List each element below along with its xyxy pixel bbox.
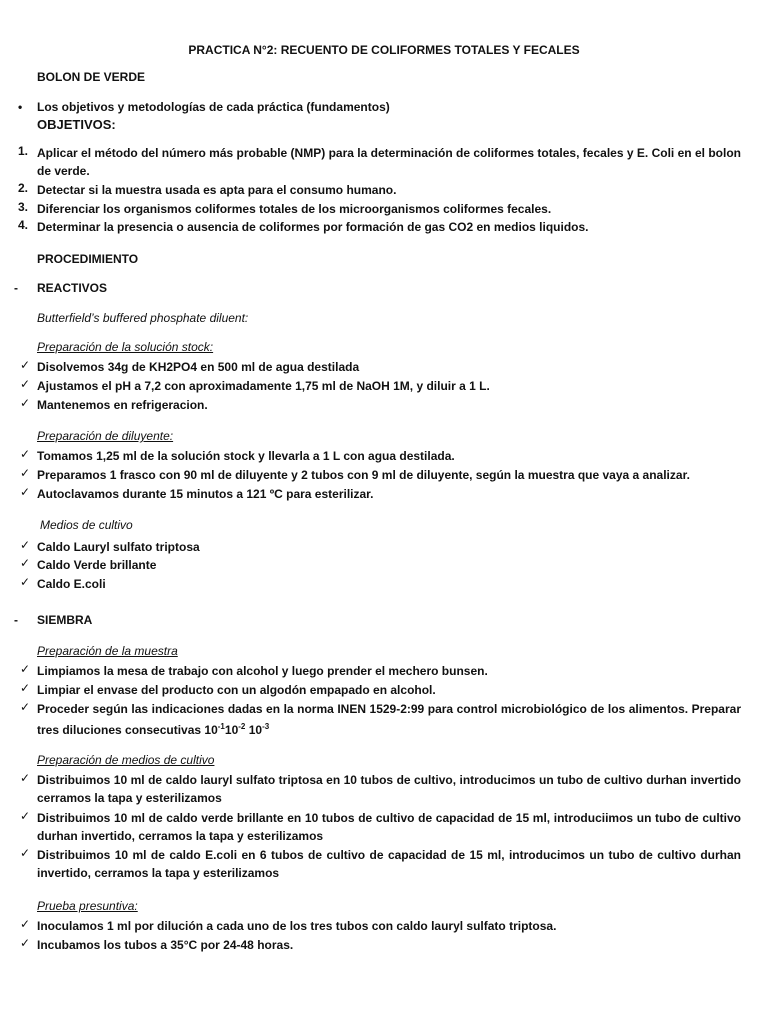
sample-heading: Preparación de la muestra [37, 644, 178, 658]
objective-item: Diferenciar los organismos coliformes totales de los microorganismos coliformes fecales. [37, 202, 552, 216]
bullet-item: Los objetivos y metodologías de cada práctica (fundamentos) [37, 100, 390, 114]
sample-item-dilutions [37, 700, 741, 739]
check-icon: ✓ [20, 556, 31, 570]
media-item: Caldo E.coli [37, 577, 106, 591]
sample-item: Limpiamos la mesa de trabajo con alcohol y luego prender el mechero bunsen. [37, 664, 488, 678]
objective-number: 1. [18, 144, 29, 158]
dash-marker: - [14, 281, 18, 295]
check-icon: ✓ [20, 681, 31, 695]
stock-item: Disolvemos 34g de KH2PO4 en 500 ml de agua destilada [37, 360, 360, 374]
media-item: Caldo Lauryl sulfato triptosa [37, 540, 200, 554]
check-icon: ✓ [20, 538, 31, 552]
check-icon: ✓ [20, 662, 31, 676]
check-icon: ✓ [20, 358, 31, 372]
check-icon: ✓ [20, 575, 31, 589]
media-heading: Medios de cultivo [40, 518, 133, 532]
check-icon: ✓ [20, 809, 31, 823]
reagents-heading: REACTIVOS [37, 281, 108, 295]
check-icon: ✓ [20, 377, 31, 391]
dilution-2: $10^{-2}$ [224, 722, 246, 737]
diluent-item: Tomamos 1,25 ml de la solución stock y llevarla a 1 L con agua destilada. [37, 449, 455, 463]
objectives-heading: OBJETIVOS: [37, 117, 116, 132]
presumptive-heading: Prueba presuntiva: [37, 899, 138, 913]
diluent-heading: Preparación de diluyente: [37, 429, 174, 443]
stock-heading: Preparación de la solución stock: [37, 340, 214, 354]
media-prep-item: Distribuimos 10 ml de caldo lauryl sulfato triptosa en 10 tubos de cultivo, introducimos un tubo de cultivo durhan invertido cerramos la tapa y esterilizamos [37, 773, 741, 805]
diluent-item: Autoclavamos durante 15 minutos a 121 ºC para esterilizar. [37, 487, 374, 501]
objective-number: 2. [18, 181, 29, 195]
diluent-item: Preparamos 1 frasco con 90 ml de diluyente y 2 tubos con 9 ml de diluyente, según la muestra que vaya a analizar. [37, 468, 690, 482]
objective-item: Aplicar el método del número más probable (NMP) para la determinación de coliformes totales, fecales y E. Coli en el bolon de verde. [37, 146, 741, 178]
subject-label: BOLON DE VERDE [37, 70, 146, 84]
sample-item-text: Proceder según las indicaciones dadas en la norma INEN 1529-2:99 para control microbiológico de los alimentos. Preparar tres diluciones consecutivas [37, 702, 741, 737]
objective-item: Detectar si la muestra usada es apta para el consumo humano. [37, 183, 397, 197]
check-icon: ✓ [20, 846, 31, 860]
check-icon: ✓ [20, 771, 31, 785]
media-prep-heading: Preparación de medios de cultivo [37, 753, 215, 767]
dilution-3: $10^{-3}$ [248, 722, 270, 737]
media-prep-item: Distribuimos 10 ml de caldo verde brillante en 10 tubos de cultivo de capacidad de 15 ml, introduciimos un tubo de cultivo durhan invertido, cerramos la tapa y esterilizamos [37, 811, 741, 843]
sowing-heading: SIEMBRA [37, 613, 93, 627]
stock-item: Ajustamos el pH a 7,2 con aproximadamente 1,75 ml de NaOH 1M, y diluir a 1 L. [37, 379, 490, 393]
dash-marker: - [14, 613, 18, 627]
sample-item: Limpiar el envase del producto con un algodón empapado en alcohol. [37, 683, 436, 697]
check-icon: ✓ [20, 700, 31, 714]
diluent-name: Butterfield’s buffered phosphate diluent: [37, 311, 249, 325]
presumptive-item: Inoculamos 1 ml por dilución a cada uno de los tres tubos con caldo lauryl sulfato triptosa. [37, 919, 557, 933]
check-icon: ✓ [20, 396, 31, 410]
media-item: Caldo Verde brillante [37, 558, 157, 572]
objective-item: Determinar la presencia o ausencia de coliformes por formación de gas CO2 en medios liquidos. [37, 220, 589, 234]
check-icon: ✓ [20, 447, 31, 461]
check-icon: ✓ [20, 917, 31, 931]
media-prep-item: Distribuimos 10 ml de caldo E.coli en 6 tubos de cultivo de capacidad de 15 ml, introducimos un tubo de cultivo durhan invertido, cerramos la tapa y esterilizamos [37, 848, 741, 880]
check-icon: ✓ [20, 485, 31, 499]
check-icon: ✓ [20, 466, 31, 480]
bullet-dot-icon: • [18, 100, 23, 114]
dilution-1: $10^{-1}$ [204, 722, 225, 737]
document-title: PRACTICA N°2: RECUENTO DE COLIFORMES TOTALES Y FECALES [188, 43, 580, 57]
stock-item: Mantenemos en refrigeracion. [37, 398, 208, 412]
presumptive-item: Incubamos los tubos a 35°C por 24-48 horas. [37, 938, 294, 952]
objective-number: 3. [18, 200, 29, 214]
procedure-heading: PROCEDIMIENTO [37, 252, 139, 266]
check-icon: ✓ [20, 936, 31, 950]
objective-number: 4. [18, 218, 29, 232]
